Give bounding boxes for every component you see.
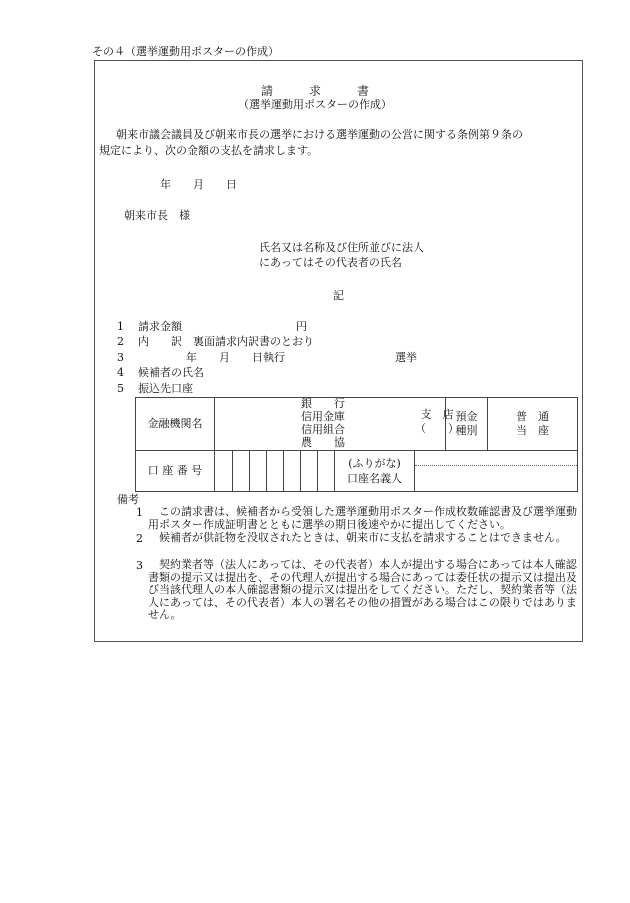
account-digit-1 <box>215 451 233 492</box>
claimant-label-line2: にあってはその代表者の氏名 <box>259 256 402 269</box>
remark-3-text: 契約業者等（法人にあっては、その代表者）本人が提出する場合にあっては本人確認書類の提示又は提出を、その代理人が提出する場合にあっては委任状の提示又は提出及び当該代理人の本人確認書類の提示又は提出をしてください。ただし、契約業者等（法人にあっては、その代表者）本人の署名その他の措置がある場合はこの限りではありません。 <box>148 558 577 621</box>
branch-label: 支 店 <box>420 408 454 421</box>
item-1-label: 請求金額 <box>138 320 182 333</box>
intro-text-line1: 朝来市議会議員及び朝来市長の選挙における選挙運動の公営に関する条例第９条の <box>116 128 523 141</box>
item-5-label: 振込先口座 <box>138 382 193 395</box>
account-digit-3 <box>250 451 267 492</box>
document-title: 請 求 書 <box>260 84 369 98</box>
bank-account-table <box>135 397 578 492</box>
item-3-number: 3 <box>117 351 124 364</box>
claimant-label-line1: 氏名又は名称及び住所並びに法人 <box>259 241 424 254</box>
remark-3-number: 3 <box>136 559 143 572</box>
remarks-heading: 備考 <box>117 493 139 506</box>
bank-type-bank: 銀 行 <box>301 397 345 410</box>
document-subtitle: （選挙運動用ポスターの作成） <box>238 98 392 111</box>
item-4-label: 候補者の氏名 <box>138 366 204 379</box>
account-digit-7 <box>318 451 335 492</box>
date-field: 年 月 日 <box>160 178 237 191</box>
deposit-type-label-line2: 種別 <box>455 424 478 437</box>
remark-1-number: 1 <box>136 506 143 519</box>
item-4-number: 4 <box>117 366 124 379</box>
account-holder-label: 口座名義人 <box>347 472 402 485</box>
remark-2-text: 候補者が供託物を没収されたときは、朝来市に支払を請求することはできません。 <box>159 531 567 544</box>
item-1-number: 1 <box>117 320 124 333</box>
account-number-label: 口 座 番 号 <box>136 451 215 492</box>
remark-2-number: 2 <box>136 532 143 545</box>
account-digit-4 <box>267 451 284 492</box>
ki-heading: 記 <box>333 289 344 302</box>
item-5-number: 5 <box>117 382 124 395</box>
election-label: 選挙 <box>395 351 417 364</box>
furigana-label: (ふりがな) <box>348 457 401 470</box>
account-digit-2 <box>233 451 250 492</box>
account-digit-5 <box>284 451 301 492</box>
branch-paren: （ ） <box>415 422 459 435</box>
account-holder-cell <box>415 451 578 492</box>
remark-1-text: この請求書は、候補者から受領した選挙運動用ポスター作成枚数確認書及び選挙運動用ポスター作成証明書とともに選挙の期日後速やかに提出してください。 <box>148 505 577 531</box>
bank-type-nokyo: 農 協 <box>301 436 345 449</box>
institution-name-cell <box>215 397 459 451</box>
bank-type-shinkumi: 信用組合 <box>301 423 345 436</box>
form-number-caption: その４（選挙運動用ポスターの作成） <box>92 45 279 58</box>
yen-unit: 円 <box>296 320 307 333</box>
intro-text-line2: 規定により、次の金額の支払を請求します。 <box>99 144 319 157</box>
addressee: 朝来市長 様 <box>124 209 190 222</box>
bank-type-shinkin: 信用金庫 <box>301 410 345 423</box>
deposit-current: 当 座 <box>516 424 550 437</box>
institution-name-label: 金融機関名 <box>136 398 215 451</box>
item-2-label: 内 訳 裏面請求内訳書のとおり <box>138 335 314 348</box>
item-3-label: 年 月 日執行 <box>186 351 285 364</box>
deposit-ordinary: 普 通 <box>516 410 550 423</box>
holder-label-cell <box>335 451 415 492</box>
account-digit-6 <box>301 451 318 492</box>
furigana-divider <box>415 465 577 466</box>
deposit-type-options <box>488 398 578 451</box>
item-2-number: 2 <box>117 335 124 348</box>
deposit-type-label-line1: 預金 <box>455 410 478 423</box>
